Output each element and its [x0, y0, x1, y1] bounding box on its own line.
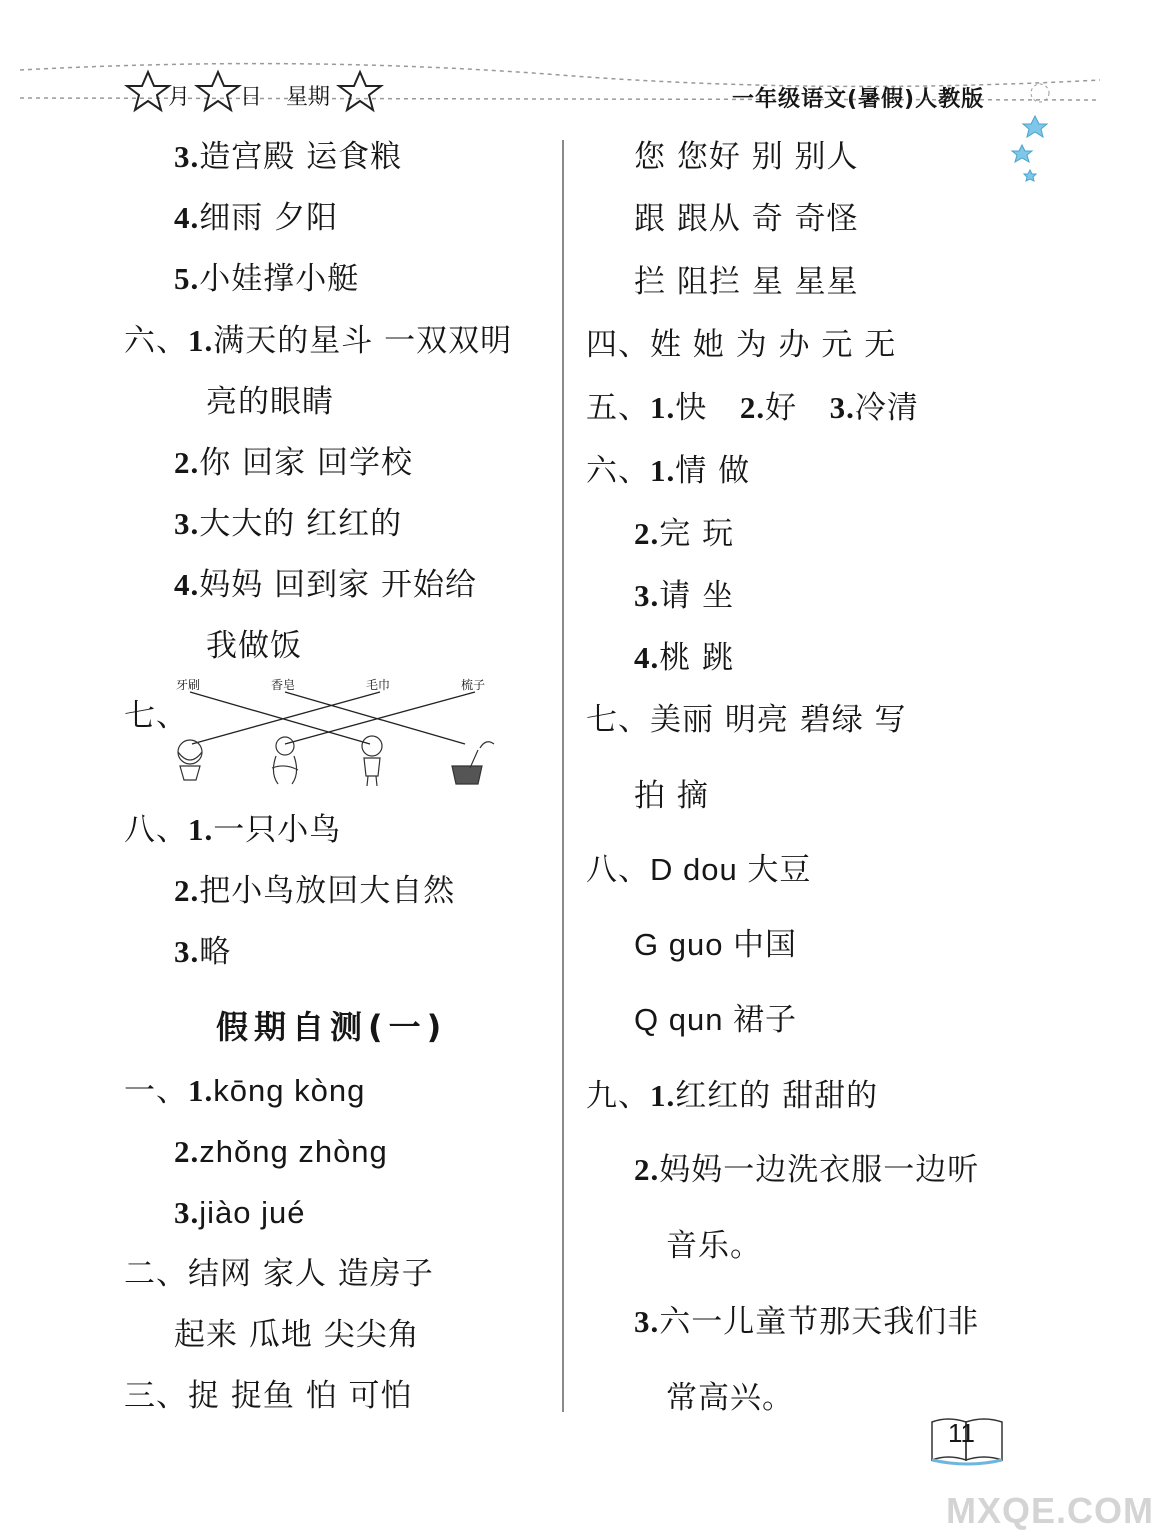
- header-day: 日: [240, 85, 263, 110]
- match-word: 牙刷: [176, 678, 201, 692]
- header-weekday: 星期: [286, 85, 331, 110]
- header-book: 一年级语文(暑假)人教版: [732, 87, 985, 112]
- section-eight-right: 八、D dou 大豆: [586, 852, 812, 888]
- match-word: 毛巾: [366, 678, 391, 692]
- answer-line: 音乐。: [666, 1228, 762, 1264]
- answer-line: 3.造宫殿 运食粮: [174, 139, 403, 175]
- section-six-right: 六、1.情 做: [586, 453, 751, 489]
- answer-line: 常高兴。: [666, 1380, 794, 1416]
- answer-line: 3.略: [174, 934, 232, 970]
- answer-line: 4.细雨 夕阳: [174, 200, 339, 236]
- answer-line: 拍 摘: [634, 778, 709, 814]
- answer-line: Q qun 裙子: [634, 1002, 798, 1037]
- test-title: 假期自测(一): [216, 1008, 448, 1046]
- section-six: 六、1.满天的星斗 一双双明: [124, 323, 513, 359]
- answer-line: G guo 中国: [634, 927, 798, 962]
- match-line: [192, 692, 380, 744]
- answer-line: 起来 瓜地 尖尖角: [174, 1317, 420, 1353]
- person-washing-face-icon: [178, 740, 202, 780]
- answer-line: 亮的眼睛: [206, 384, 334, 420]
- watermark: MXQE.COM: [946, 1490, 1154, 1531]
- answer-line: 2.把小鸟放回大自然: [174, 873, 456, 909]
- section-seven-right: 七、美丽 明亮 碧绿 写: [586, 702, 907, 738]
- answer-line: 3.请 坐: [634, 578, 735, 614]
- person-bathing-icon: [272, 737, 298, 784]
- section-five: 五、1.快 2.好 3.冷清: [586, 390, 919, 426]
- match-word: 梳子: [461, 678, 486, 692]
- answer-line: 3.大大的 红红的: [174, 506, 403, 542]
- answer-line: 4.妈妈 回到家 开始给: [174, 567, 477, 603]
- answer-line: 跟 跟从 奇 奇怪: [634, 201, 859, 237]
- section-nine: 九、1.红红的 甜甜的: [586, 1078, 879, 1114]
- answer-line: 4.桃 跳: [634, 640, 735, 676]
- child-combing-icon: [362, 736, 382, 786]
- answer-line: 2.妈妈一边洗衣服一边听: [634, 1152, 980, 1188]
- header-month: 月: [168, 85, 191, 110]
- answer-line: 3.jiào jué: [174, 1195, 306, 1230]
- answer-line: 2.zhǒng zhòng: [174, 1134, 388, 1169]
- page-number: 11: [948, 1418, 975, 1448]
- answer-line: 我做饭: [206, 628, 302, 664]
- answer-line: 5.小娃撑小艇: [174, 261, 360, 297]
- answer-line: 3.六一儿童节那天我们非: [634, 1304, 980, 1340]
- match-word: 香皂: [271, 678, 296, 692]
- toothbrush-cup-icon: [452, 742, 494, 784]
- match-line: [190, 692, 370, 744]
- test-section-three: 三、捉 捉鱼 怕 可怕: [124, 1378, 413, 1414]
- test-section-two: 二、结网 家人 造房子: [124, 1256, 434, 1292]
- answer-line: 2.完 玩: [634, 516, 735, 552]
- section-seven-label: 七、: [124, 698, 188, 734]
- star-icon: [1012, 116, 1047, 181]
- matching-diagram: [160, 688, 500, 788]
- answer-line: 拦 阻拦 星 星星: [634, 264, 859, 300]
- section-eight: 八、1.一只小鸟: [124, 812, 342, 848]
- section-four: 四、姓 她 为 办 元 无: [586, 327, 897, 363]
- answer-line: 2.你 回家 回学校: [174, 445, 413, 481]
- test-section-one: 一、1.kōng kòng: [124, 1073, 366, 1109]
- column-divider: [562, 140, 564, 1412]
- answer-line: 您 您好 别 别人: [634, 139, 859, 175]
